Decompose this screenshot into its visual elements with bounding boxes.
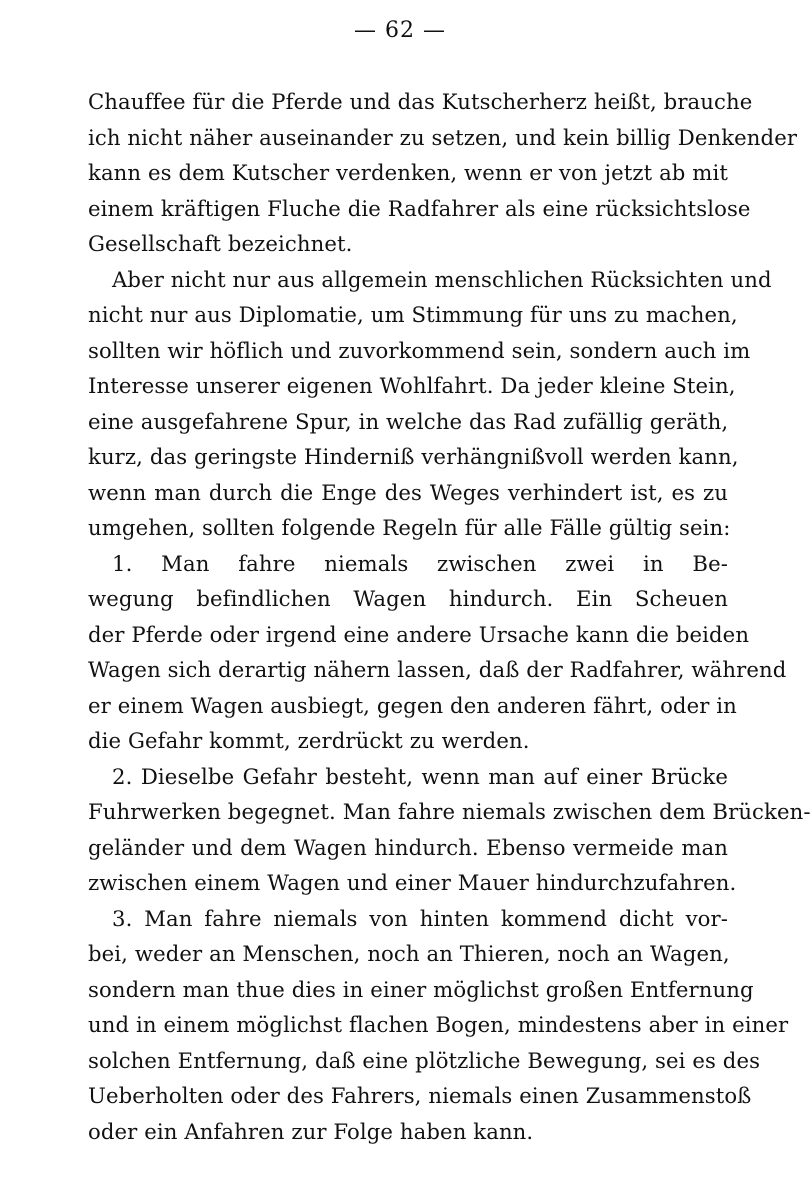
text-line: sondern man thue dies in einer möglichst großen Entfernung — [88, 976, 754, 1002]
page-number: — 62 — — [354, 18, 446, 43]
text-line: kurz, das geringste Hinderniß verhängnißvoll werden kann, — [88, 444, 739, 469]
text-line: und in einem möglichst flachen Bogen, mindestens aber in einer — [88, 1012, 789, 1037]
text-line: bei, weder an Menschen, noch an Thieren, noch an Wagen, — [88, 941, 730, 966]
text-line: 3. Man fahre niemals von hinten kommend dicht vor- — [112, 905, 728, 931]
text-line: umgehen, sollten folgende Regeln für alle Fälle gültig sein: — [88, 515, 731, 540]
text-line: er einem Wagen ausbiegt, gegen den anderen fährt, oder in — [88, 692, 737, 718]
text-line: kann es dem Kutscher verdenken, wenn er von jetzt ab mit — [88, 160, 728, 185]
text-line: ich nicht näher auseinander zu setzen, und kein billig Denkender — [88, 124, 798, 150]
text-line: einem kräftigen Fluche die Radfahrer als eine rücksichtslose — [88, 195, 751, 221]
text-line: Interesse unserer eigenen Wohlfahrt. Da jeder kleine Stein, — [88, 373, 736, 398]
text-line: 1. Man fahre niemals zwischen zwei in Be- — [112, 550, 728, 576]
text-line: sollten wir höflich und zuvorkommend sein, sondern auch im — [88, 337, 751, 363]
text-line: Aber nicht nur aus allgemein menschlichen Rücksichten und — [112, 266, 772, 292]
text-line: nicht nur aus Diplomatie, um Stimmung für uns zu machen, — [88, 302, 738, 327]
text-line: die Gefahr kommt, zerdrückt zu werden. — [88, 728, 530, 753]
text-line: der Pferde oder irgend eine andere Ursache kann die beiden — [88, 621, 750, 647]
text-line: geländer und dem Wagen hindurch. Ebenso vermeide man — [88, 834, 728, 860]
text-line: solchen Entfernung, daß eine plötzliche Bewegung, sei es des — [88, 1047, 761, 1073]
text-line: eine ausgefahrene Spur, in welche das Rad zufällig geräth, — [88, 408, 729, 434]
text-line: 2. Dieselbe Gefahr besteht, wenn man auf einer Brücke — [112, 763, 728, 789]
text-line: Gesellschaft bezeichnet. — [88, 231, 353, 256]
text-line: Fuhrwerken begegnet. Man fahre niemals zwischen dem Brücken- — [88, 799, 811, 824]
text-line: zwischen einem Wagen und einer Mauer hindurchzufahren. — [88, 870, 737, 895]
body-text — [88, 84, 811, 1149]
text-line: wenn man durch die Enge des Weges verhindert ist, es zu — [88, 479, 728, 505]
text-line: oder ein Anfahren zur Folge haben kann. — [88, 1118, 534, 1144]
text-line: Chauffee für die Pferde und das Kutscherherz heißt, brauche — [88, 89, 753, 114]
text-line: Wagen sich derartig nähern lassen, daß der Radfahrer, während — [88, 657, 787, 682]
text-line: wegung befindlichen Wagen hindurch. Ein Scheuen — [88, 586, 728, 611]
text-line: Ueberholten oder des Fahrers, niemals einen Zusammenstoß — [88, 1083, 752, 1108]
